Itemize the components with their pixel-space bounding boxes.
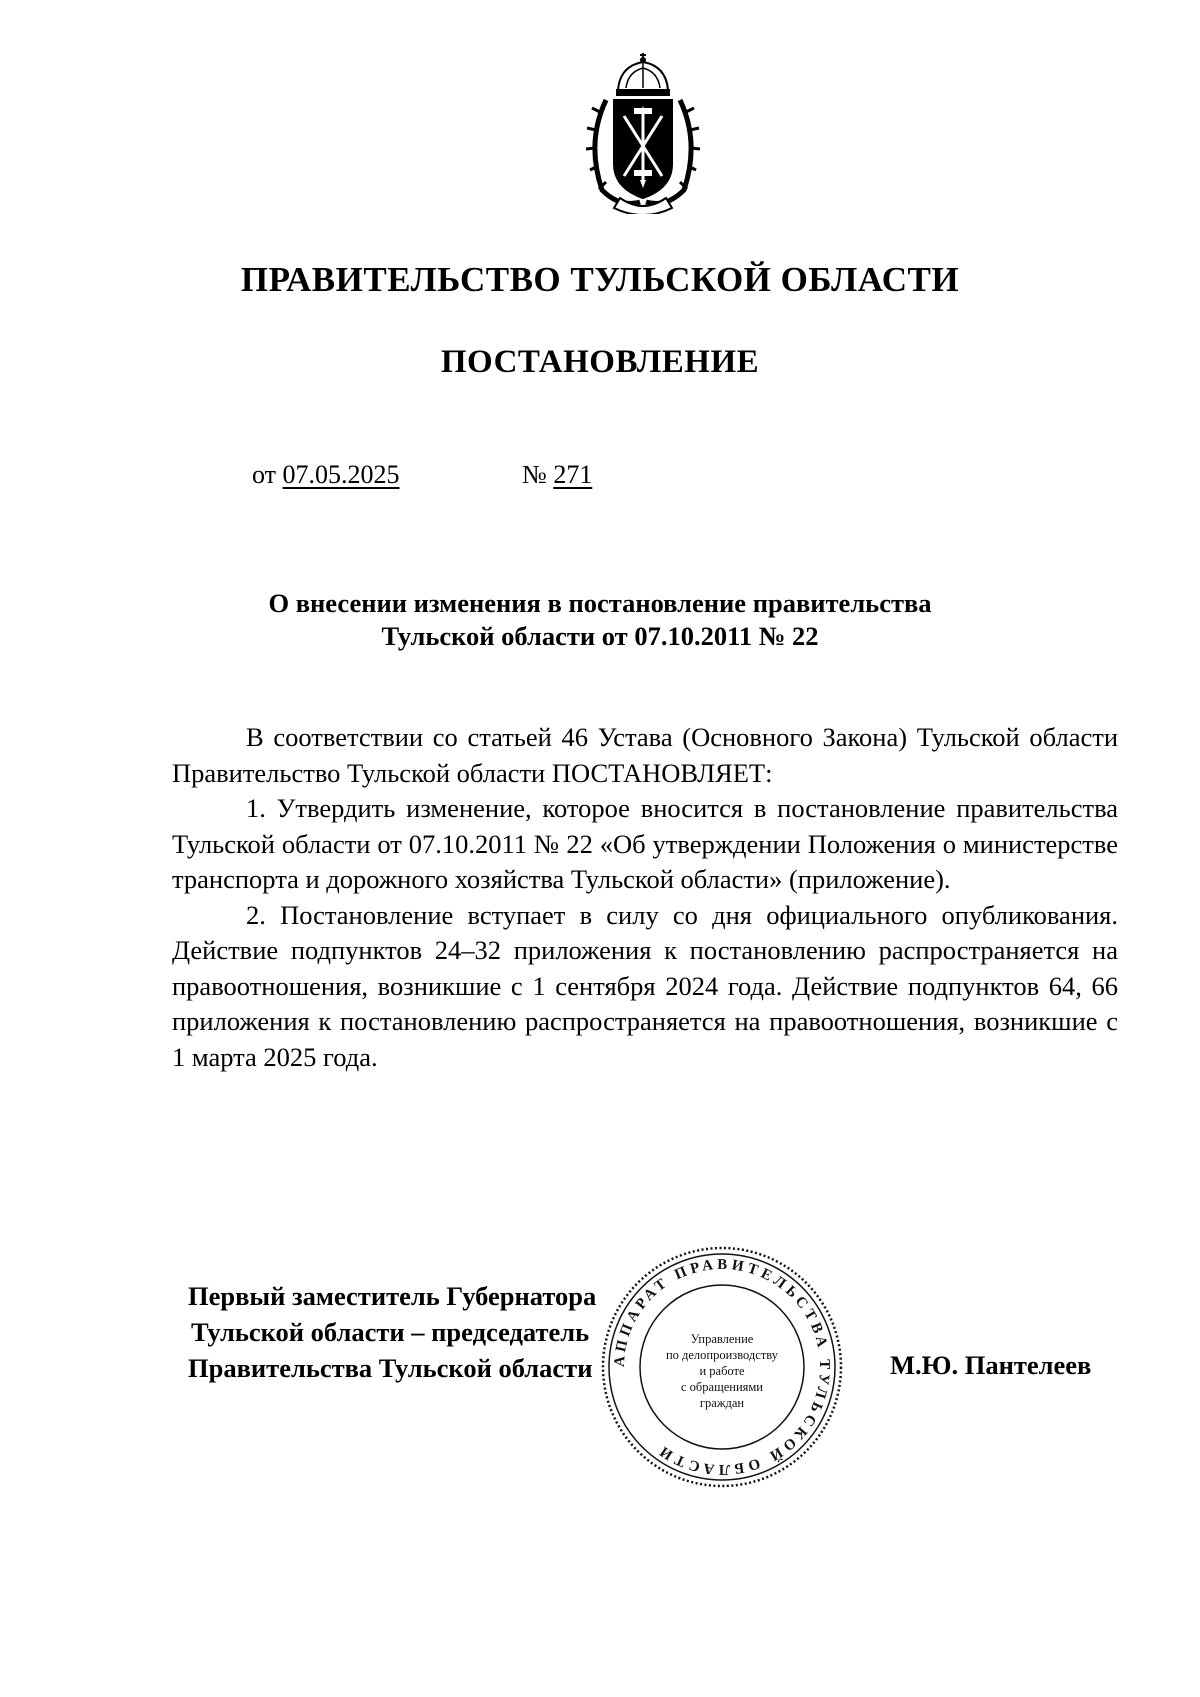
stamp-center-line-2: по делопроизводству [665,1348,779,1362]
stamp-center-line-5: граждан [699,1396,745,1410]
document-type-title: ПОСТАНОВЛЕНИЕ [440,344,760,380]
signer-position-line-1: Первый заместитель Губернатора [188,1281,597,1311]
subject-line-1: О внесении изменения в постановление правительства [268,588,932,618]
stamp-center-line-3: и работе [699,1364,745,1378]
date-prefix: от [252,460,277,489]
signer-name: М.Ю. Пантелеев [890,1350,1092,1380]
signer-position-line-2: Тульской области – председатель [191,1317,590,1347]
number-prefix: № [522,460,547,489]
document-body [172,720,1118,1075]
document-subject [0,587,1200,653]
signer-position [188,1278,596,1386]
document-date-line [252,460,400,490]
subject-line-2: Тульской области от 07.10.2011 № 22 [381,621,819,651]
body-paragraph-item-2: 2. Постановление вступает в силу со дня официального опубликования. Действие подпунктов 24–32 приложения к постановлению распространяется на правоотношения, возникшие с 1 сентября 2024 года. Действие подпунктов 64, 66 приложения к постановлению распространяется на правоотношения, возникшие с 1 марта 2025 года. [172,899,1118,1072]
body-paragraph-preamble: В соответствии со статьей 46 Устава (Основного Закона) Тульской области Правительство Тульской области ПОСТАНОВЛЯЕТ: [172,722,1118,788]
stamp-center-line-4: с обращениями [681,1380,763,1394]
stamp-center-line-1: Управление [690,1332,754,1346]
tula-coat-of-arms-icon [580,52,706,214]
document-number-line [522,460,592,490]
document-date: 07.05.2025 [282,460,400,489]
document-number: 271 [553,460,593,489]
stamp-ring-text: АППАРАТ ПРАВИТЕЛЬСТВА ТУЛЬСКОЙ ОБЛАСТИ [611,1256,833,1478]
official-stamp [600,1245,844,1489]
signer-position-line-3: Правительства Тульской области [188,1353,593,1383]
organization-title: ПРАВИТЕЛЬСТВО ТУЛЬСКОЙ ОБЛАСТИ [240,260,960,299]
body-paragraph-item-1: 1. Утвердить изменение, которое вносится в постановление правительства Тульской области от 07.10.2011 № 22 «Об утверждении Положения о министерстве транспорта и дорожного хозяйства Тульской области» (приложение). [172,793,1118,894]
